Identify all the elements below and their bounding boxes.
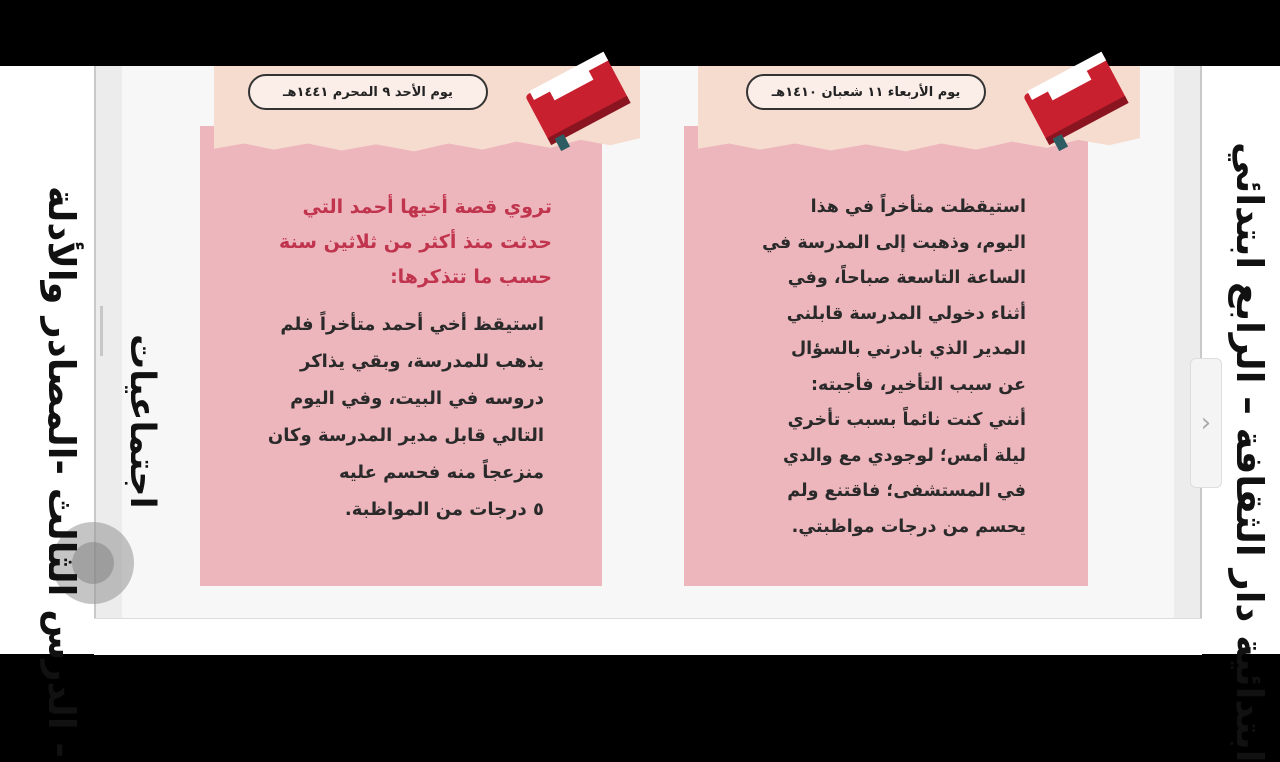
left-body-line: دروسه في البيت، وفي اليوم [290,388,544,409]
right-body-line: ليلة أمس؛ لوجودي مع والدي [783,445,1026,466]
bottom-strip [94,618,1202,655]
book-icon [1016,66,1134,138]
right-body-line: أثناء دخولي المدرسة قابلني [786,303,1026,324]
right-body-line: أنني كنت نائماً بسبب تأخري [787,410,1026,430]
left-body-text [268,306,544,528]
left-intro-line: حدثت منذ أكثر من ثلاثين سنة [279,231,552,253]
lesson-title-overlay: الدرس الثالث -المصادر والأدلة - [40,186,83,758]
chevron-right-icon: › [1200,408,1212,438]
left-date-label: يوم الأحد ٩ المحرم ١٤٤١هـ [248,74,488,110]
scrollbar-thumb[interactable] [100,306,103,356]
left-diary-card [200,66,640,586]
viewer-frame [0,66,1280,762]
right-body-line: اليوم، وذهبت إلى المدرسة في [762,232,1026,253]
left-body-line: ٥ درجات من المواظبة. [344,499,544,520]
right-diary-card [684,66,1140,586]
right-body-line: المدير الذي بادرني بالسؤال [790,339,1026,359]
right-body-line: استيقظت متأخراً في هذا [810,197,1026,217]
right-body-text [762,190,1026,545]
right-body-line: يحسم من درجات مواظبتي. [791,516,1026,537]
subject-overlay: اجتماعيات [122,334,162,509]
left-intro-line: تروي قصة أخيها أحمد التي [302,196,552,218]
book-icon [518,66,636,138]
right-body-line: في المستشفى؛ فاقتنع ولم [787,481,1026,501]
school-title-overlay: ابتدائية دار الثقافة – الرابع ابتدائي [1228,142,1271,762]
next-page-button[interactable] [1190,358,1222,488]
left-body-line: التالي قابل مدير المدرسة وكان [267,425,544,446]
right-body-line: عن سبب التأخير، فأجبته: [811,374,1026,395]
left-intro-text [279,190,552,295]
left-body-line: منزعجاً منه فحسم عليه [338,462,544,483]
right-divider [1200,66,1202,618]
left-body-line: يذهب للمدرسة، وبقي يذاكر [300,351,544,372]
left-body-line: استيقظ أخي أحمد متأخراً فلم [280,314,544,335]
right-date-label: يوم الأربعاء ١١ شعبان ١٤١٠هـ [746,74,986,110]
left-intro-line: حسب ما تتذكرها: [390,266,552,288]
right-body-line: الساعة التاسعة صباحاً، وفي [787,268,1026,288]
